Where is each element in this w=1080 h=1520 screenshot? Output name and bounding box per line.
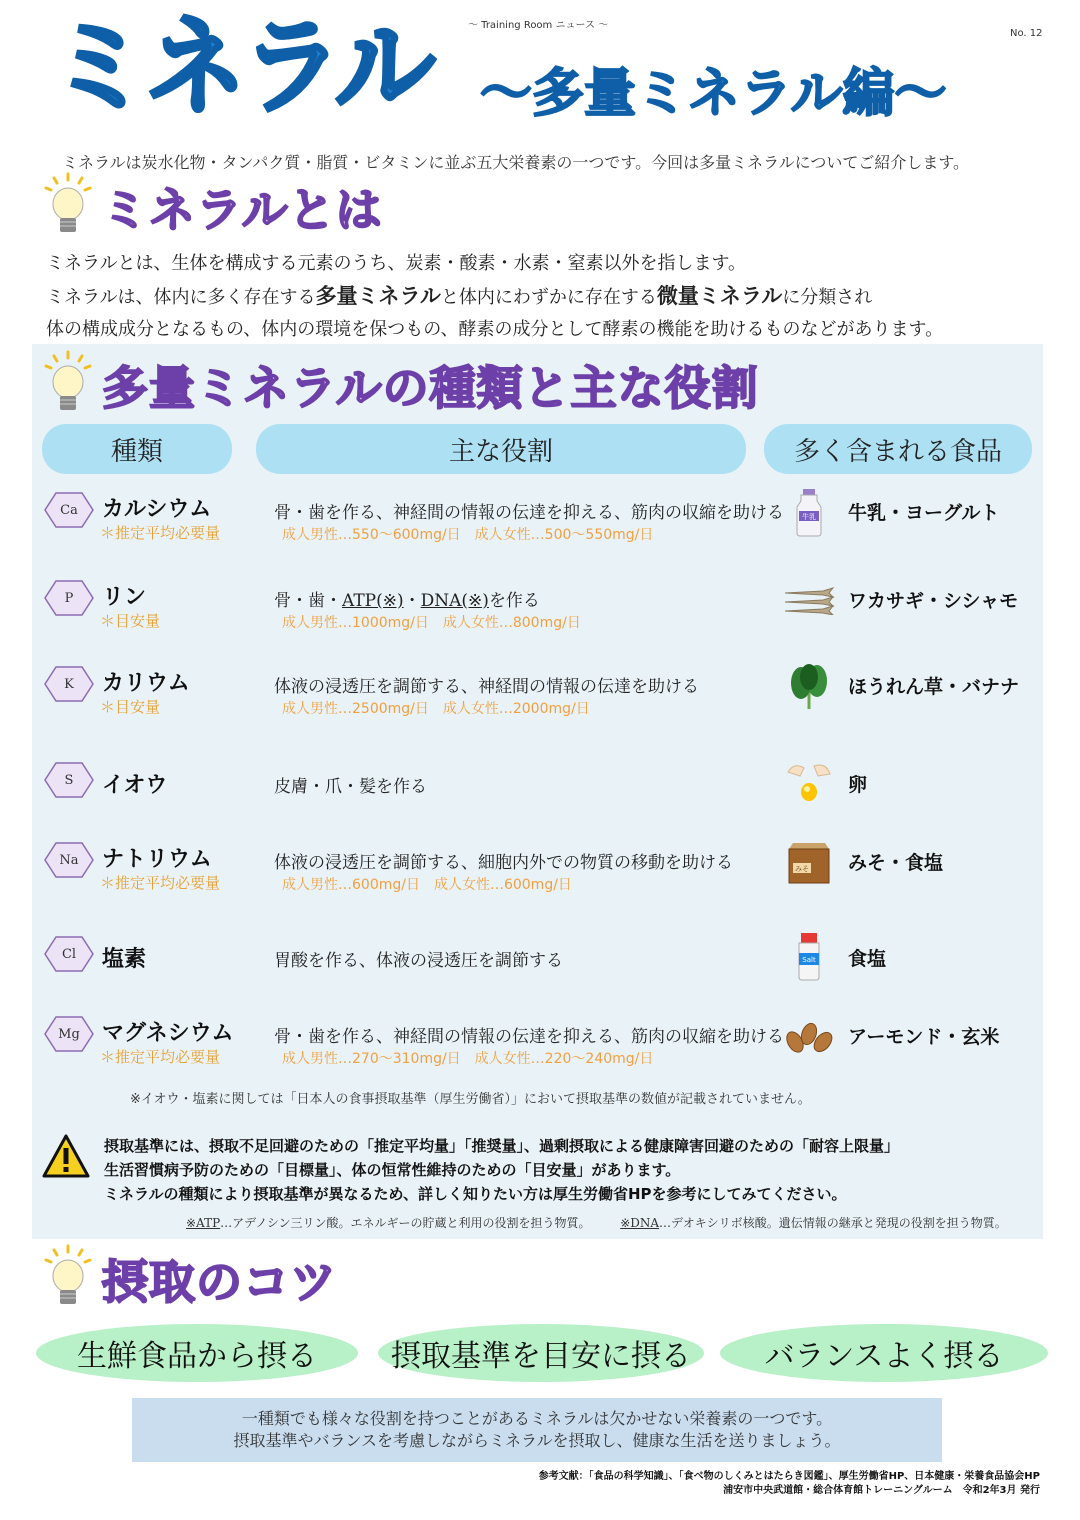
issue-number: No. 12 (1010, 28, 1043, 39)
svg-text:みそ: みそ (795, 865, 809, 873)
mineral-name: カリウム (102, 671, 190, 696)
references: 参考文献：「食品の科学知識」、「食べ物のしくみとはたらき図鑑」、厚生労働省HP、日本健康・栄養食品協会HP 浦安市中央武道館・総合体育館トレーニングルーム 令和2年3月 発行 (538, 1471, 1040, 1496)
mineral-name: ナトリウム (102, 847, 212, 872)
lightbulb-icon (40, 1244, 96, 1314)
element-symbol-badge: P (44, 580, 94, 616)
lightbulb-icon (40, 172, 96, 242)
mineral-role: 体液の浸透圧を調節する、細胞内外での物質の移動を助ける (274, 853, 733, 873)
mineral-role: 胃酸を作る、体液の浸透圧を調節する (274, 951, 563, 971)
intake-amount: 成人男性…600mg/日 成人女性…600mg/日 (282, 877, 572, 893)
intake-amount: 成人男性…550～600mg/日 成人女性…500～550mg/日 (282, 527, 654, 543)
almond-icon (782, 1012, 836, 1062)
milk-bottle-icon (782, 488, 836, 538)
mineral-name: カルシウム (102, 497, 212, 522)
intake-type-note: ＊目安量 (100, 698, 161, 716)
tip-balance: バランスよく摂る (720, 1324, 1048, 1382)
element-symbol-badge: Ca (44, 492, 94, 528)
page-subtitle: ～多量ミネラル編～ (480, 64, 947, 124)
intake-amount: 成人男性…1000mg/日 成人女性…800mg/日 (282, 615, 581, 631)
warning-icon (42, 1134, 90, 1178)
food-sources: アーモンド・玄米 (848, 1026, 1000, 1048)
section-title-about: ミネラルとは (102, 183, 383, 237)
mineral-name: 塩素 (102, 947, 147, 972)
mineral-name: マグネシウム (102, 1021, 234, 1046)
food-sources: みそ・食塩 (848, 852, 944, 874)
food-sources: 食塩 (848, 948, 887, 970)
section-header-about (40, 172, 383, 242)
atp-link: ATP(※) (342, 591, 404, 611)
element-symbol-badge: Cl (44, 936, 94, 972)
mineral-role: 皮膚・爪・髪を作る (274, 777, 427, 797)
fish-icon (782, 576, 836, 626)
mineral-role: 骨・歯・ATP(※)・DNA(※)を作る (274, 591, 540, 611)
column-header-food: 多く含まれる食品 (764, 424, 1032, 474)
lightbulb-icon (40, 350, 96, 420)
about-line-3: 体の構成成分となるもの、体内の環境を保つもの、酵素の成分として酵素の機能を助けるものなどがあります。 (46, 319, 944, 340)
about-text (46, 248, 943, 346)
atp-term: ※ATP (186, 1216, 221, 1230)
food-sources: 牛乳・ヨーグルト (848, 502, 1000, 524)
intro-text: ミネラルは炭水化物・タンパク質・脂質・ビタミンに並ぶ五大栄養素の一つです。今回は多量ミネラルについてご紹介します。 (62, 153, 970, 172)
mineral-name: イオウ (102, 773, 168, 798)
tip-intake-standard: 摂取基準を目安に摂る (378, 1324, 704, 1382)
intake-amount: 成人男性…270～310mg/日 成人女性…220～240mg/日 (282, 1051, 654, 1067)
egg-icon (782, 758, 836, 808)
element-symbol-badge: Na (44, 842, 94, 878)
about-line-2: ミネラルは、体内に多く存在する多量ミネラルと体内にわずかに存在する微量ミネラルに分類され (46, 284, 873, 308)
element-symbol-badge: S (44, 762, 94, 798)
newsletter-series: ～ Training Room ニュース ～ (468, 20, 609, 31)
dna-link: DNA(※) (420, 591, 489, 611)
mineral-name: リン (102, 585, 147, 610)
column-header-role: 主な役割 (256, 424, 746, 474)
element-symbol-badge: Mg (44, 1016, 94, 1052)
food-sources: 卵 (848, 774, 868, 796)
miso-icon (782, 838, 836, 888)
column-header-type: 種類 (42, 424, 232, 474)
intake-amount: 成人男性…2500mg/日 成人女性…2000mg/日 (282, 701, 590, 717)
mineral-role: 骨・歯を作る、神経間の情報の伝達を抑える、筋肉の収縮を助ける (274, 1027, 784, 1047)
dna-term: ※DNA (620, 1216, 660, 1230)
warning-text: 摂取基準には、摂取不足回避のための「推定平均量」「推奨量」、過剰摂取による健康障害回避のための「耐容上限量」 生活習慣病予防のための「目標量」、体の恒常性維持のための「目安量」があります。 ミネラルの種類により摂取基準が異なるため、詳しく知りたい方は厚生労働省HPを参考にしてみてください。 (104, 1137, 900, 1203)
svg-text:Salt: Salt (802, 956, 816, 964)
intake-footnote: ※イオウ・塩素に関しては「日本人の食事摂取基準（厚生労働省）」において摂取基準の数値が記載されていません。 (130, 1092, 811, 1107)
food-sources: ほうれん草・バナナ (848, 676, 1020, 698)
mineral-role: 骨・歯を作る、神経間の情報の伝達を抑える、筋肉の収縮を助ける (274, 503, 784, 523)
mineral-role: 体液の浸透圧を調節する、神経間の情報の伝達を助ける (274, 677, 699, 697)
intake-type-note: ＊推定平均必要量 (100, 1048, 221, 1066)
tip-fresh-food: 生鮮食品から摂る (36, 1324, 358, 1382)
section-header-types (40, 350, 759, 420)
page-title: ミネラル (50, 6, 431, 129)
section-title-types: 多量ミネラルの種類と主な役割 (102, 361, 759, 415)
svg-text:牛乳: 牛乳 (802, 513, 816, 521)
intake-type-note: ＊目安量 (100, 612, 161, 630)
intake-type-note: ＊推定平均必要量 (100, 874, 221, 892)
section-header-tips (40, 1244, 337, 1314)
intake-type-note: ＊推定平均必要量 (100, 524, 221, 542)
spinach-icon (782, 662, 836, 712)
salt-icon (782, 932, 836, 982)
term-definitions: ※ATP…アデノシン三リン酸。エネルギーの貯蔵と利用の役割を担う物質。 ※DNA…デオキシリボ核酸。遺伝情報の継承と発現の役割を担う物質。 (186, 1216, 1007, 1230)
about-line-1: ミネラルとは、生体を構成する元素のうち、炭素・酸素・水素・窒素以外を指します。 (46, 253, 747, 274)
element-symbol-badge: K (44, 666, 94, 702)
section-title-tips: 摂取のコツ (102, 1255, 337, 1309)
food-sources: ワカサギ・シシャモ (848, 590, 1019, 612)
closing-message: 一種類でも様々な役割を持つことがあるミネラルは欠かせない栄養素の一つです。 摂取基準やバランスを考慮しながらミネラルを摂取し、健康な生活を送りましょう。 (132, 1398, 942, 1462)
